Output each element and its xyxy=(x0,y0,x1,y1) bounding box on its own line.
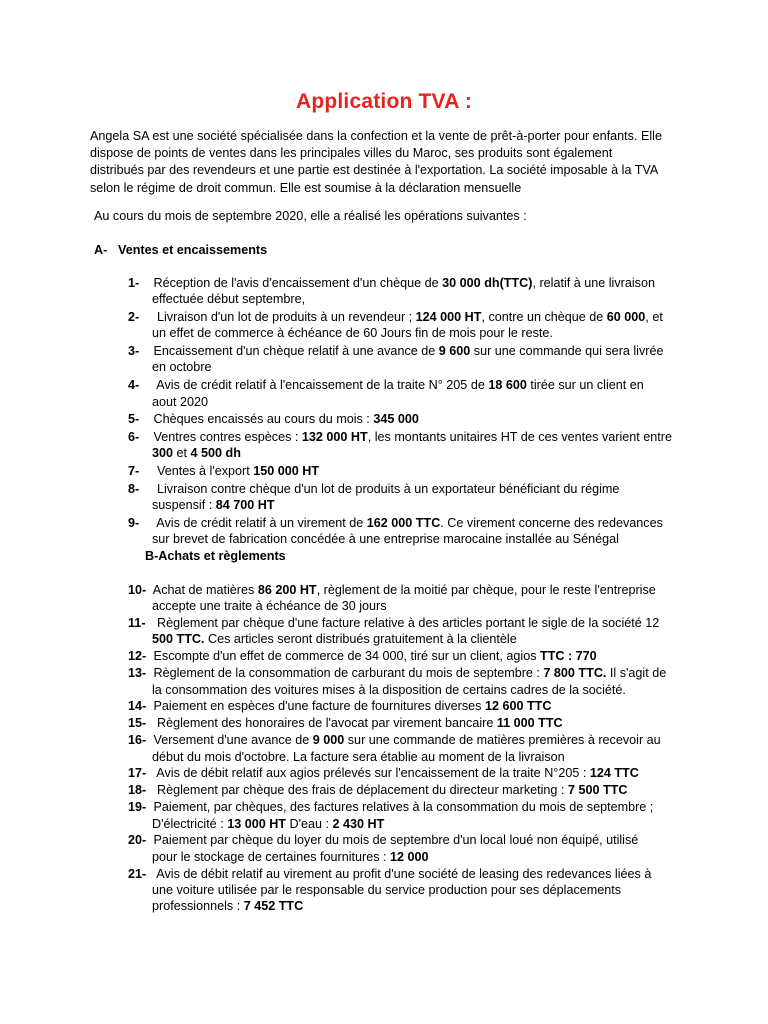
operation-text-line xyxy=(152,325,682,341)
section-b-operation-item xyxy=(0,715,680,731)
section-a-operation-item xyxy=(0,429,682,462)
plain-text: pour le stockage de certaines fournitures : xyxy=(152,849,391,864)
section-b-operation-item xyxy=(0,648,680,664)
section-a-operation-item xyxy=(0,309,682,342)
plain-text: , et xyxy=(645,310,663,325)
operation-number: 2- xyxy=(128,310,140,325)
section-b-operation-item xyxy=(0,698,680,714)
section-a-operation-item xyxy=(0,343,682,376)
operation-number: 11- xyxy=(128,616,146,631)
operation-number: 14- xyxy=(128,699,147,714)
amount-text: 300 xyxy=(152,446,174,461)
amount-text: 12 000 xyxy=(390,849,429,864)
operation-number: 4- xyxy=(128,378,140,393)
plain-text: Règlement par chèque d'une facture relative à des articles portant le sigle de la société 12 xyxy=(150,616,660,631)
plain-text: Achat de matières xyxy=(150,583,258,597)
plain-text: , règlement de la moitié par chèque, pour le reste l'entreprise xyxy=(316,583,656,597)
intro-line: distribués par des revendeurs et une partie est destinée à l'exportation. La société imposable à la TVA xyxy=(90,163,659,178)
operation-number: 19- xyxy=(128,800,147,815)
plain-text: sur brevet de fabrication concédée à une entreprise marocaine installée au Sénégal xyxy=(152,532,619,547)
plain-text: la consommation des voitures mises à la disposition de certains cadres de la société. xyxy=(152,682,626,697)
amount-text: 12 600 TTC xyxy=(484,699,552,714)
amount-text: 124 TTC xyxy=(589,766,639,781)
operation-text-line xyxy=(152,497,682,513)
operation-text-line xyxy=(150,765,680,781)
section-b-operation-item xyxy=(0,765,680,781)
operation-text-line xyxy=(152,598,680,614)
operation-number: 17- xyxy=(128,766,147,781)
plain-text: sur une commande de matières premières à recevoir au xyxy=(344,733,661,748)
operation-text-line xyxy=(150,866,680,882)
plain-text: Règlement de la consommation de carburant du mois de septembre : xyxy=(150,666,544,681)
operation-text-line xyxy=(152,898,680,914)
amount-text: 9 600 xyxy=(438,344,471,359)
amount-text: 18 600 xyxy=(488,378,527,393)
plain-text: D'électricité : xyxy=(152,816,228,831)
amount-text: 60 000 xyxy=(606,310,646,325)
operation-number: 20- xyxy=(128,833,147,848)
amount-text: 30 000 dh(TTC) xyxy=(442,276,533,290)
amount-text: 13 000 HT xyxy=(227,816,286,831)
section-a-operation-item xyxy=(0,411,682,427)
plain-text: début du mois d'octobre. La facture sera établie au moment de la livraison xyxy=(152,749,565,764)
amount-text: 124 000 HT xyxy=(415,310,482,325)
operation-text-line xyxy=(150,648,680,664)
amount-text: 11 000 TTC xyxy=(496,716,563,731)
plain-text: un effet de commerce à échéance de 60 Jours fin de mois pour le reste. xyxy=(152,326,553,341)
section-b-operation-item xyxy=(0,866,680,915)
operation-text-line xyxy=(152,445,682,461)
plain-text: accepte une traite à échéance de 30 jours xyxy=(152,599,387,614)
amount-text: 162 000 TTC xyxy=(366,516,441,531)
operation-text-line xyxy=(150,411,682,427)
operation-number: 12- xyxy=(128,649,147,664)
section-b-operation-item xyxy=(0,582,680,615)
plain-text: Livraison d'un lot de produits à un revendeur ; xyxy=(150,310,416,325)
operation-text-line xyxy=(150,832,680,848)
operation-text-line xyxy=(150,782,680,798)
plain-text: en octobre xyxy=(152,360,212,375)
section-a-operation-item xyxy=(0,481,682,514)
operation-text-line xyxy=(150,582,680,598)
operation-text-line xyxy=(150,429,682,445)
plain-text: Paiement en espèces d'une facture de fournitures diverses xyxy=(150,699,485,714)
section-b-operation-item xyxy=(0,665,680,698)
amount-text: 2 430 HT xyxy=(332,816,385,831)
amount-text: 500 TTC. xyxy=(152,632,205,647)
plain-text: , relatif à une livraison xyxy=(532,276,655,290)
operation-number: 5- xyxy=(128,412,140,427)
amount-text: 86 200 HT xyxy=(257,583,317,597)
section-a-title: Ventes et encaissements xyxy=(118,243,268,257)
plain-text: , contre un chèque de xyxy=(481,310,607,325)
plain-text: aout 2020 xyxy=(152,394,209,409)
operation-number: 13- xyxy=(128,666,147,681)
plain-text: , les montants unitaires HT de ces ventes varient entre xyxy=(367,430,672,445)
plain-text: D'eau : xyxy=(286,816,333,831)
plain-text: Règlement par chèque des frais de déplacement du directeur marketing : xyxy=(150,783,568,798)
intro-paragraph xyxy=(90,128,690,197)
section-a-operation-item xyxy=(0,377,682,410)
amount-text: 7 800 TTC. xyxy=(543,666,607,681)
plain-text: Avis de crédit relatif à l'encaissement de la traite N° 205 de xyxy=(150,378,489,393)
plain-text: Réception de l'avis d'encaissement d'un chèque de xyxy=(150,276,443,290)
plain-text: tirée sur un client en xyxy=(526,378,644,393)
plain-text: Règlement des honoraires de l'avocat par virement bancaire xyxy=(150,716,497,731)
section-b-operation-item xyxy=(0,782,680,798)
plain-text: Il s'agit de xyxy=(606,666,667,681)
amount-text: 84 700 HT xyxy=(215,498,275,513)
intro-line: Angela SA est une société spécialisée dans la confection et la vente de prêt-à-porter pour enfants. Elle xyxy=(90,129,662,143)
operation-text-line xyxy=(150,377,682,393)
operation-text-line xyxy=(152,531,682,547)
operation-text-line xyxy=(152,394,682,410)
operation-number: 6- xyxy=(128,430,140,445)
operation-number: 1- xyxy=(128,276,140,290)
operation-text-line xyxy=(152,682,680,698)
intro-line: selon le régime de droit commun. Elle est soumise à la déclaration mensuelle xyxy=(90,180,522,195)
operation-number: 18- xyxy=(128,783,147,798)
plain-text: Chèques encaissés au cours du mois : xyxy=(150,412,374,427)
operation-text-line xyxy=(152,849,680,865)
operation-number: 3- xyxy=(128,344,140,359)
plain-text: Paiement par chèque du loyer du mois de septembre d'un local loué non équipé, utilisé xyxy=(150,833,639,848)
operation-number: 9- xyxy=(128,516,140,531)
period-text: Au cours du mois de septembre 2020, elle a réalisé les opérations suivantes : xyxy=(94,209,527,223)
section-b-operation-item xyxy=(0,832,680,865)
section-a-operation-item xyxy=(0,463,682,479)
operation-text-line xyxy=(152,631,680,647)
amount-text: 7 500 TTC xyxy=(567,783,628,798)
section-a-operations-list xyxy=(0,275,682,548)
operation-text-line xyxy=(150,515,682,531)
amount-text: TTC : 770 xyxy=(540,649,597,664)
plain-text: Paiement, par chèques, des factures relatives à la consommation du mois de septembre ; xyxy=(150,800,654,815)
section-b-heading: B-Achats et règlements xyxy=(145,549,286,563)
plain-text: Avis de débit relatif au virement au profit d'une société de leasing des redevances liées à xyxy=(150,866,652,881)
amount-text: 7 452 TTC xyxy=(243,899,304,914)
operation-number: 7- xyxy=(128,464,140,479)
intro-line: dispose de points de ventes dans les principales villes du Maroc, ses produits sont également xyxy=(90,146,613,161)
amount-text: 345 000 xyxy=(373,412,419,427)
amount-text: 150 000 HT xyxy=(253,464,320,479)
amount-text: 9 000 xyxy=(312,733,345,748)
operation-text-line xyxy=(152,749,680,765)
plain-text: Livraison contre chèque d'un lot de produits à un exportateur bénéficiant du régime xyxy=(150,482,620,497)
operation-number: 15- xyxy=(128,716,147,731)
operation-text-line xyxy=(150,665,680,681)
operation-text-line xyxy=(150,799,680,815)
plain-text: et xyxy=(173,446,191,461)
plain-text: une voiture utilisée par le responsable du service production pour ses déplacements xyxy=(152,882,622,897)
operation-text-line xyxy=(152,359,682,375)
operation-text-line xyxy=(150,698,680,714)
operation-text-line xyxy=(150,343,682,359)
plain-text: Ventres contres espèces : xyxy=(150,430,302,445)
operation-text-line xyxy=(152,882,680,898)
plain-text: suspensif : xyxy=(152,498,216,513)
section-b-operation-item xyxy=(0,732,680,765)
operation-text-line xyxy=(152,816,680,832)
plain-text: Avis de crédit relatif à un virement de xyxy=(150,516,367,531)
section-a-operation-item xyxy=(0,515,682,548)
operation-number: 10- xyxy=(128,583,147,597)
operation-text-line xyxy=(150,463,682,479)
operation-text-line xyxy=(150,715,680,731)
operation-text-line xyxy=(150,481,682,497)
plain-text: sur une commande qui sera livrée xyxy=(470,344,664,359)
section-b-operation-item xyxy=(0,615,680,648)
amount-text: 132 000 HT xyxy=(301,430,368,445)
operation-text-line xyxy=(150,732,680,748)
section-a-operation-item xyxy=(0,275,682,308)
plain-text: professionnels : xyxy=(152,899,244,914)
plain-text: Versement d'une avance de xyxy=(150,733,313,748)
amount-text: 4 500 dh xyxy=(190,446,241,461)
operation-number: 8- xyxy=(128,482,140,497)
operation-text-line xyxy=(152,291,682,307)
document-title: Application TVA : xyxy=(295,90,473,113)
operation-text-line xyxy=(150,309,682,325)
operation-number: 16- xyxy=(128,733,147,748)
plain-text: effectuée début septembre, xyxy=(152,292,306,307)
plain-text: Avis de débit relatif aux agios prélevés sur l'encaissement de la traite N°205 : xyxy=(150,766,590,781)
section-a-letter: A- xyxy=(94,243,108,257)
plain-text: Ventes à l'export xyxy=(150,464,254,479)
section-b-operation-item xyxy=(0,799,680,832)
operation-text-line xyxy=(150,275,682,291)
plain-text: Ces articles seront distribués gratuitement à la clientèle xyxy=(204,632,517,647)
section-b-operations-list xyxy=(0,582,680,914)
operation-number: 21- xyxy=(128,866,147,881)
plain-text: Encaissement d'un chèque relatif à une avance de xyxy=(150,344,439,359)
operation-text-line xyxy=(150,615,680,631)
plain-text: . Ce virement concerne des redevances xyxy=(440,516,663,531)
plain-text: Escompte d'un effet de commerce de 34 000, tiré sur un client, agios xyxy=(150,649,540,664)
section-a-heading xyxy=(94,243,267,257)
